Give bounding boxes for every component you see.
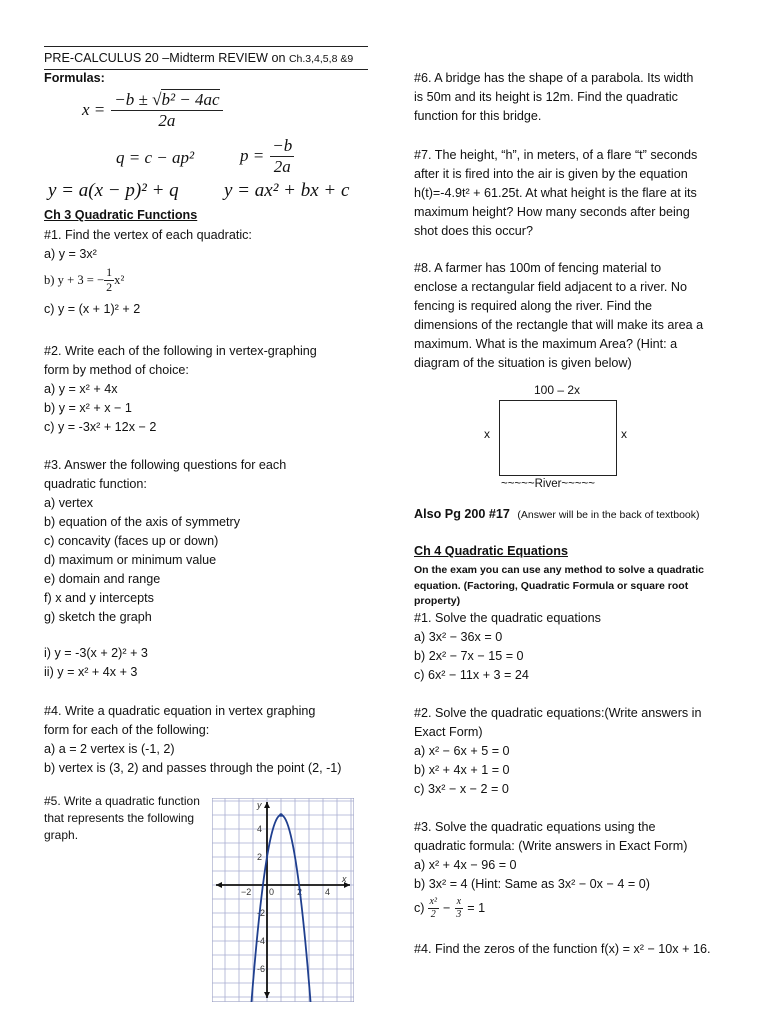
ch3-question-4 xyxy=(44,702,384,778)
ch4-question-1 xyxy=(414,609,744,685)
ch3-q3-item: d) maximum or minimum value xyxy=(44,553,217,567)
p-formula xyxy=(240,136,294,176)
page-title: PRE-CALCULUS 20 –Midterm REVIEW on xyxy=(44,51,286,65)
q8-line: maximum. What is the maximum Area? (Hint: a xyxy=(414,337,678,351)
ch4-q3-line1: #3. Solve the quadratic equations using the xyxy=(414,820,656,834)
formulas-label: Formulas: xyxy=(44,71,105,85)
p-formula-numerator: −b xyxy=(272,136,293,155)
ch4-intro-line: On the exam you can use any method to solve a quadratic xyxy=(414,564,704,576)
ch4-intro xyxy=(414,563,744,610)
q6-line: function for this bridge. xyxy=(414,109,542,123)
also-main: Also Pg 200 #17 xyxy=(414,507,510,521)
graph-frame xyxy=(212,798,354,1002)
ch4-intro-line: property) xyxy=(414,595,461,607)
diagram-left-label: x xyxy=(484,427,490,441)
also-note xyxy=(414,507,700,521)
x-tick-label: 0 xyxy=(269,887,275,897)
ch3-question-5 xyxy=(44,793,219,844)
ch3-q5-line2: that represents the following xyxy=(44,811,195,825)
field-rectangle xyxy=(499,400,617,476)
p-formula-denominator: 2a xyxy=(273,156,291,176)
ch3-q3-item: f) x and y intercepts xyxy=(44,591,154,605)
ch3-q3-item: c) concavity (faces up or down) xyxy=(44,534,219,548)
ch4-q3-line2: quadratic formula: (Write answers in Exact Form) xyxy=(414,839,688,853)
ch3-question-2 xyxy=(44,342,374,437)
ch4-question-2 xyxy=(414,704,754,799)
ch4-q1-c: c) 6x² − 11x + 3 = 24 xyxy=(414,668,529,682)
quadratic-formula xyxy=(82,90,223,130)
ch3-q5-line1: #5. Write a quadratic function xyxy=(44,794,200,808)
quadratic-formula-denominator: 2a xyxy=(158,110,176,130)
x-axis-label: x xyxy=(342,874,347,884)
ch3-question-3 xyxy=(44,456,374,682)
ch3-q3-item: b) equation of the axis of symmetry xyxy=(44,515,240,529)
ch3-question-1 xyxy=(44,226,374,319)
y-tick-label: -4 xyxy=(257,936,266,946)
vertex-form-formula: y = a(x − p)² + q xyxy=(48,180,179,201)
x-tick-label: 2 xyxy=(297,887,303,897)
ch4-heading: Ch 4 Quadratic Equations xyxy=(414,544,568,558)
ch3-q4-b: b) vertex is (3, 2) and passes through the point (2, -1) xyxy=(44,761,342,775)
question-8 xyxy=(414,259,744,373)
ch3-q4-a: a) a = 2 vertex is (-1, 2) xyxy=(44,742,175,756)
ch4-q1-b: b) 2x² − 7x − 15 = 0 xyxy=(414,649,524,663)
q8-line: fencing is required along the river. Find the xyxy=(414,299,653,313)
quadratic-formula-lhs: x = xyxy=(82,100,106,120)
ch3-q3-item: a) vertex xyxy=(44,496,93,510)
q8-line: #8. A farmer has 100m of fencing material to xyxy=(414,261,662,275)
also-note-text: (Answer will be in the back of textbook) xyxy=(517,509,700,521)
vertex-point xyxy=(279,813,283,817)
ch3-q3-item: e) domain and range xyxy=(44,572,161,586)
q7-line: shot does this occur? xyxy=(414,224,534,238)
q8-line: enclose a rectangular field adjacent to a river. No xyxy=(414,280,688,294)
q7-line: #7. The height, “h”, in meters, of a flare “t” seconds xyxy=(414,148,698,162)
ch3-q2-b: b) y = x² + x − 1 xyxy=(44,401,132,415)
ch4-q3-c: c) $\frac{\text{x²}}{2}$ − $\frac{x}{3}$ = 1 xyxy=(414,896,486,920)
parabola-graph xyxy=(212,798,354,1002)
question-7 xyxy=(414,146,744,241)
ch3-q3-line1: #3. Answer the following questions for each xyxy=(44,458,287,472)
y-tick-label: 4 xyxy=(257,824,263,834)
ch3-q1-prompt: #1. Find the vertex of each quadratic: xyxy=(44,228,252,242)
question-6 xyxy=(414,69,744,126)
ch3-q2-c: c) y = -3x² + 12x − 2 xyxy=(44,420,157,434)
ch3-q3-i: i) y = -3(x + 2)² + 3 xyxy=(44,646,148,660)
x-tick-label: −2 xyxy=(241,887,252,897)
y-tick-label: -2 xyxy=(257,908,266,918)
ch3-q1-b: b) y + 3 = − $\frac{1}{2}$ x² xyxy=(44,264,125,294)
page-header xyxy=(44,46,368,70)
ch4-q2-line2: Exact Form) xyxy=(414,725,483,739)
ch3-q2-line2: form by method of choice: xyxy=(44,363,189,377)
ch4-q3-a: a) x² + 4x − 96 = 0 xyxy=(414,858,517,872)
diagram-river-label: ~~~~~River~~~~~ xyxy=(501,478,595,490)
ch4-q3-b: b) 3x² = 4 (Hint: Same as 3x² − 0x − 4 = 0) xyxy=(414,877,650,891)
ch4-q1-prompt: #1. Solve the quadratic equations xyxy=(414,611,601,625)
y-axis-label: y xyxy=(257,800,262,810)
ch3-q1-c: c) y = (x + 1)² + 2 xyxy=(44,302,141,316)
ch3-q4-line2: form for each of the following: xyxy=(44,723,210,737)
q7-line: h(t)=-4.9t² + 61.25t. At what height is the flare at its xyxy=(414,186,697,200)
diagram-top-label: 100 – 2x xyxy=(534,383,581,397)
diagram-right-label: x xyxy=(621,427,627,441)
ch4-intro-line: equation. (Factoring, Quadratic Formula or square root xyxy=(414,579,689,592)
ch3-q2-a: a) y = x² + 4x xyxy=(44,382,118,396)
p-formula-lhs: p = xyxy=(240,146,265,166)
ch4-q2-line1: #2. Solve the quadratic equations:(Write answers in xyxy=(414,706,702,720)
ch4-q1-a: a) 3x² − 36x = 0 xyxy=(414,630,503,644)
ch4-q2-b: b) x² + 4x + 1 = 0 xyxy=(414,763,510,777)
ch3-q5-line3: graph. xyxy=(44,828,79,842)
q7-line: maximum height? How many seconds after being xyxy=(414,205,690,219)
ch3-q2-line1: #2. Write each of the following in vertex-graphing xyxy=(44,344,317,358)
x-tick-label: 4 xyxy=(325,887,331,897)
q8-line: diagram of the situation is given below) xyxy=(414,356,632,370)
p-formula-fraction xyxy=(270,136,294,176)
ch4-question-4: #4. Find the zeros of the function f(x) = x² − 10x + 16. xyxy=(414,942,711,956)
y-tick-label: 2 xyxy=(257,852,263,862)
q7-line: after it is fired into the air is given by the equation xyxy=(414,167,688,181)
y-tick-label: -6 xyxy=(257,964,266,974)
quadratic-formula-fraction xyxy=(111,90,222,130)
ch3-q3-line2: quadratic function: xyxy=(44,477,147,491)
q6-line: #6. A bridge has the shape of a parabola. Its width xyxy=(414,71,694,85)
q8-line: dimensions of the rectangle that will make its area a xyxy=(414,318,704,332)
ch3-heading: Ch 3 Quadratic Functions xyxy=(44,208,198,222)
ch3-q3-item: g) sketch the graph xyxy=(44,610,152,624)
ch4-q2-a: a) x² − 6x + 5 = 0 xyxy=(414,744,510,758)
ch4-q2-c: c) 3x² − x − 2 = 0 xyxy=(414,782,509,796)
chapter-list: Ch.3,4,5,8 &9 xyxy=(288,53,354,65)
q-formula: q = c − ap² xyxy=(116,148,195,167)
ch3-q3-ii: ii) y = x² + 4x + 3 xyxy=(44,665,138,679)
ch4-question-3 xyxy=(414,818,754,922)
q6-line: is 50m and its height is 12m. Find the quadratic xyxy=(414,90,678,104)
ch3-q1-a: a) y = 3x² xyxy=(44,247,97,261)
quadratic-formula-numerator: −b ± √b² − 4ac xyxy=(111,90,222,111)
ch3-q4-line1: #4. Write a quadratic equation in vertex graphing xyxy=(44,704,316,718)
standard-form-formula: y = ax² + bx + c xyxy=(224,180,350,201)
